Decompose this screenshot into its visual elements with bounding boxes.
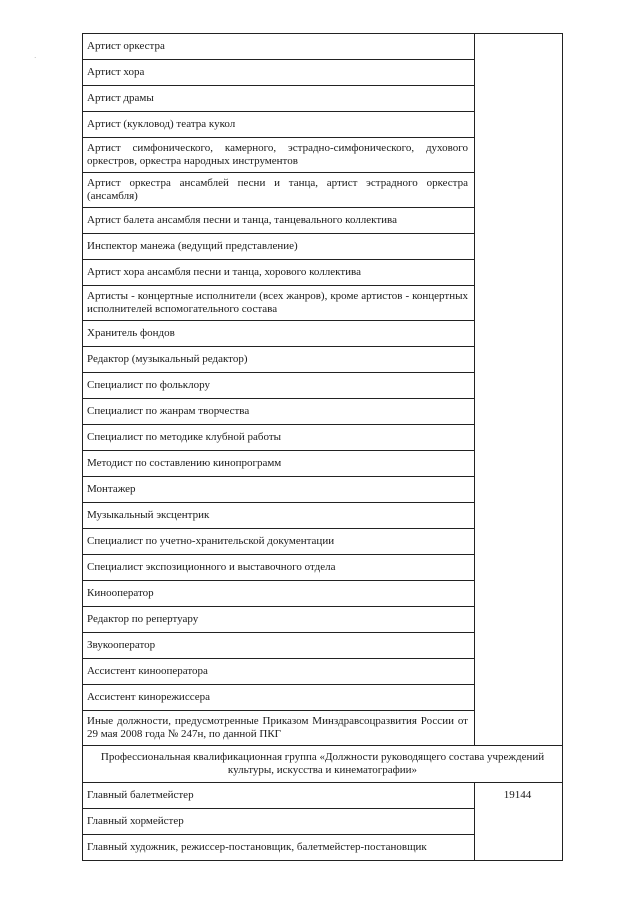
positions-table	[82, 33, 563, 861]
position-name: Специалист по методике клубной работы	[83, 425, 475, 451]
position-name: Артист хора	[83, 60, 475, 86]
position-name: Монтажер	[83, 477, 475, 503]
position-name: Редактор (музыкальный редактор)	[83, 347, 475, 373]
position-name: Артист балета ансамбля песни и танца, танцевального коллектива	[83, 208, 475, 234]
position-name: Артист оркестра	[83, 34, 475, 60]
position-name: Специалист по жанрам творчества	[83, 399, 475, 425]
margin-mark: ·	[34, 54, 37, 62]
group-row	[83, 746, 563, 783]
position-name: Артист симфонического, камерного, эстрадно-симфонического, духового оркестров, оркестра народных инструментов	[83, 138, 475, 173]
position-name: Редактор по репертуару	[83, 607, 475, 633]
position-name: Главный художник, режиссер-постановщик, балетмейстер-постановщик	[83, 835, 475, 861]
table-row	[83, 34, 563, 60]
salary-cell	[475, 34, 563, 746]
position-name: Артисты - концертные исполнители (всех жанров), кроме артистов - концертных исполнителей вспомогательного состава	[83, 286, 475, 321]
position-name: Звукооператор	[83, 633, 475, 659]
position-name: Главный хормейстер	[83, 809, 475, 835]
position-name: Иные должности, предусмотренные Приказом Минздравсоцразвития России от 29 мая 2008 года № 247н, по данной ПКГ	[83, 711, 475, 746]
position-name: Артист (кукловод) театра кукол	[83, 112, 475, 138]
table-row	[83, 783, 563, 809]
position-name: Главный балетмейстер	[83, 783, 475, 809]
salary-value: 19144	[475, 783, 563, 861]
position-name: Артист драмы	[83, 86, 475, 112]
position-name: Инспектор манежа (ведущий представление)	[83, 234, 475, 260]
position-name: Ассистент кинорежиссера	[83, 685, 475, 711]
group-heading: Профессиональная квалификационная группа «Должности руководящего состава учреждений культуры, искусства и кинематографии»	[83, 746, 563, 783]
position-name: Артист оркестра ансамблей песни и танца, артист эстрадного оркестра (ансамбля)	[83, 173, 475, 208]
position-name: Музыкальный эксцентрик	[83, 503, 475, 529]
position-name: Хранитель фондов	[83, 321, 475, 347]
position-name: Кинооператор	[83, 581, 475, 607]
position-name: Ассистент кинооператора	[83, 659, 475, 685]
position-name: Специалист экспозиционного и выставочного отдела	[83, 555, 475, 581]
position-name: Методист по составлению кинопрограмм	[83, 451, 475, 477]
position-name: Специалист по учетно-хранительской документации	[83, 529, 475, 555]
position-name: Специалист по фольклору	[83, 373, 475, 399]
position-name: Артист хора ансамбля песни и танца, хорового коллектива	[83, 260, 475, 286]
